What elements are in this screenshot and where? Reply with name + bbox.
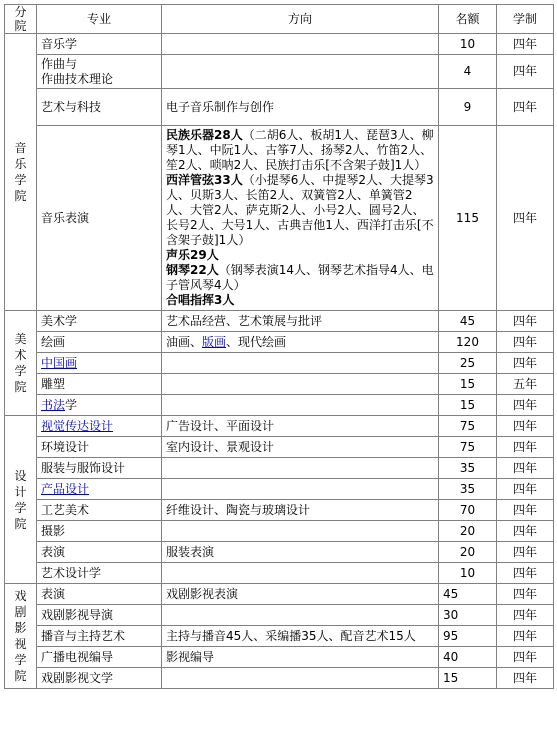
major-cell: 广播电视编导 (37, 647, 162, 668)
years-cell: 四年 (497, 479, 554, 500)
major-cell: 艺术与科技 (37, 89, 162, 126)
direction-cell (162, 34, 439, 55)
table-row (5, 500, 554, 521)
table-row (5, 521, 554, 542)
years-cell: 四年 (497, 416, 554, 437)
years-cell: 四年 (497, 626, 554, 647)
years-cell: 四年 (497, 89, 554, 126)
table-row (5, 126, 554, 311)
college-drama: 戏剧影视学院 (5, 584, 37, 689)
years-cell: 四年 (497, 584, 554, 605)
calligraphy-link[interactable]: 书法 (41, 397, 66, 412)
quota-cell: 20 (439, 542, 497, 563)
vocal-heading: 声乐29人 (166, 248, 219, 262)
piano-detail: （钢琴表演14人、钢琴艺术指导4人、电子管风琴4人） (166, 263, 434, 292)
direction-cell: 影视编导 (162, 647, 439, 668)
major-cell: 戏剧影视导演 (37, 605, 162, 626)
years-cell: 五年 (497, 374, 554, 395)
years-cell: 四年 (497, 542, 554, 563)
major-cell (37, 353, 162, 374)
quota-cell: 95 (439, 626, 497, 647)
direction-cell (162, 374, 439, 395)
major-cell (37, 416, 162, 437)
quota-cell: 35 (439, 458, 497, 479)
table-row (5, 542, 554, 563)
folk-heading: 民族乐器28人 (166, 128, 243, 142)
chinese-painting-link[interactable]: 中国画 (41, 355, 78, 370)
quota-cell: 45 (439, 584, 497, 605)
direction-cell: 电子音乐制作与创作 (162, 89, 439, 126)
enrollment-table (4, 4, 554, 689)
major-cell: 服装与服饰设计 (37, 458, 162, 479)
direction-cell: 纤维设计、陶瓷与玻璃设计 (162, 500, 439, 521)
quota-cell: 35 (439, 479, 497, 500)
direction-cell (162, 668, 439, 689)
quota-cell: 40 (439, 647, 497, 668)
table-row (5, 311, 554, 332)
quota-cell: 15 (439, 374, 497, 395)
table-row (5, 353, 554, 374)
table-row (5, 668, 554, 689)
direction-cell (162, 458, 439, 479)
table-row (5, 605, 554, 626)
visual-communication-link[interactable]: 视觉传达设计 (41, 418, 114, 433)
quota-cell: 9 (439, 89, 497, 126)
piano-heading: 钢琴22人 (166, 263, 219, 277)
major-cell: 表演 (37, 584, 162, 605)
quota-cell: 45 (439, 311, 497, 332)
direction-cell (162, 353, 439, 374)
table-row (5, 55, 554, 89)
quota-cell: 115 (439, 126, 497, 311)
printmaking-link[interactable]: 版画 (202, 334, 227, 349)
years-cell: 四年 (497, 521, 554, 542)
direction-cell (162, 55, 439, 89)
quota-cell: 20 (439, 521, 497, 542)
college-music: 音乐学院 (5, 34, 37, 311)
enrollment-table-container (4, 4, 553, 689)
direction-cell: 广告设计、平面设计 (162, 416, 439, 437)
quota-cell: 25 (439, 353, 497, 374)
major-cell: 表演 (37, 542, 162, 563)
quota-cell: 15 (439, 668, 497, 689)
college-art: 美术学院 (5, 311, 37, 416)
direction-cell: 油画、版画、现代绘画 (162, 332, 439, 353)
direction-cell: 主持与播音45人、采编播35人、配音艺术15人 (162, 626, 439, 647)
quota-cell: 15 (439, 395, 497, 416)
folk-detail: （二胡6人、板胡1人、琵琶3人、柳琴1人、中阮1人、古筝7人、扬琴2人、竹笛2人、笙2人、唢呐2人、民族打击乐[不含架子鼓]1人） (166, 128, 434, 172)
major-cell: 播音与主持艺术 (37, 626, 162, 647)
major-cell (37, 479, 162, 500)
header-college: 分院 (5, 5, 37, 34)
direction-cell: 服装表演 (162, 542, 439, 563)
direction-cell: 室内设计、景观设计 (162, 437, 439, 458)
header-quota: 名额 (439, 5, 497, 34)
years-cell: 四年 (497, 563, 554, 584)
quota-cell: 75 (439, 437, 497, 458)
quota-cell: 30 (439, 605, 497, 626)
table-row (5, 437, 554, 458)
table-row (5, 479, 554, 500)
years-cell: 四年 (497, 332, 554, 353)
major-cell: 音乐表演 (37, 126, 162, 311)
table-row (5, 584, 554, 605)
table-row (5, 416, 554, 437)
quota-cell: 10 (439, 563, 497, 584)
years-cell: 四年 (497, 668, 554, 689)
quota-cell: 120 (439, 332, 497, 353)
years-cell: 四年 (497, 126, 554, 311)
direction-cell (162, 395, 439, 416)
product-design-link[interactable]: 产品设计 (41, 481, 90, 496)
quota-cell: 10 (439, 34, 497, 55)
major-cell: 书法学 (37, 395, 162, 416)
major-cell: 音乐学 (37, 34, 162, 55)
years-cell: 四年 (497, 395, 554, 416)
table-row (5, 332, 554, 353)
table-row (5, 647, 554, 668)
major-cell: 环境设计 (37, 437, 162, 458)
years-cell: 四年 (497, 458, 554, 479)
table-row (5, 626, 554, 647)
table-row (5, 563, 554, 584)
direction-cell (162, 605, 439, 626)
quota-cell: 75 (439, 416, 497, 437)
major-cell: 摄影 (37, 521, 162, 542)
major-cell: 绘画 (37, 332, 162, 353)
direction-cell: 艺术品经营、艺术策展与批评 (162, 311, 439, 332)
major-cell: 工艺美术 (37, 500, 162, 521)
quota-cell: 70 (439, 500, 497, 521)
table-row (5, 89, 554, 126)
major-cell: 艺术设计学 (37, 563, 162, 584)
direction-cell (162, 126, 439, 311)
header-years: 学制 (497, 5, 554, 34)
years-cell: 四年 (497, 437, 554, 458)
western-detail: （小提琴6人、中提琴2人、大提琴3人、贝斯3人、长笛2人、双簧管2人、单簧管2人、大管2人、萨克斯2人、小号2人、圆号2人、长号2人、大号1人、古典吉他1人、西洋打击乐[不含架子鼓]1人） (166, 173, 434, 247)
direction-cell (162, 563, 439, 584)
college-design: 设计学院 (5, 416, 37, 584)
direction-cell: 戏剧影视表演 (162, 584, 439, 605)
major-cell: 美术学 (37, 311, 162, 332)
major-cell: 雕塑 (37, 374, 162, 395)
years-cell: 四年 (497, 353, 554, 374)
table-row (5, 395, 554, 416)
years-cell: 四年 (497, 500, 554, 521)
direction-cell (162, 521, 439, 542)
western-heading: 西洋管弦33人 (166, 173, 243, 187)
table-row (5, 374, 554, 395)
years-cell: 四年 (497, 605, 554, 626)
table-row (5, 34, 554, 55)
years-cell: 四年 (497, 34, 554, 55)
header-direction: 方向 (162, 5, 439, 34)
table-row (5, 458, 554, 479)
header-major: 专业 (37, 5, 162, 34)
direction-cell (162, 479, 439, 500)
major-cell: 作曲与 作曲技术理论 (37, 55, 162, 89)
header-row (5, 5, 554, 34)
quota-cell: 4 (439, 55, 497, 89)
years-cell: 四年 (497, 311, 554, 332)
major-cell: 戏剧影视文学 (37, 668, 162, 689)
years-cell: 四年 (497, 647, 554, 668)
years-cell: 四年 (497, 55, 554, 89)
choir-heading: 合唱指挥3人 (166, 293, 235, 307)
